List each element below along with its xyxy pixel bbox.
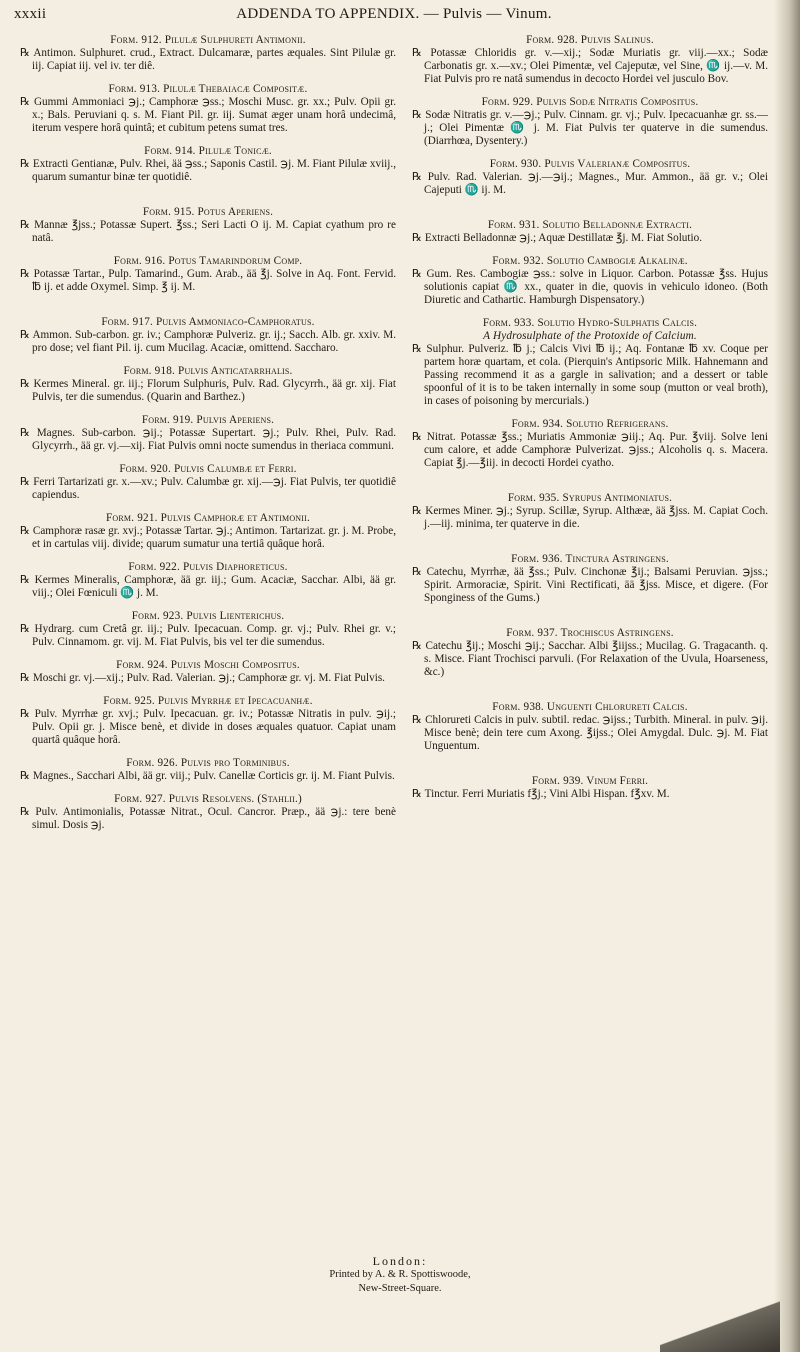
formula-entry — [412, 775, 768, 801]
formula-entry — [20, 610, 396, 649]
formula-text: ℞ Magnes. Sub-carbon. ℈ij.; Potassæ Supertart. ℈j.; Pulv. Rhei, Pulv. Rad. Glycyrrh., ää gr. vj.—xij. Fiat Pulvis omni nocte sumendus in theriaca communi. — [20, 427, 396, 452]
formula-text: ℞ Ferri Tartarizati gr. x.—xv.; Pulv. Calumbæ gr. xij.—℈j. Fiat Pulvis, ter quotidiê capiendus. — [20, 476, 396, 501]
formula-title: Form. 918. Pulvis Anticatarrhalis. — [123, 365, 293, 377]
running-title: ADDENDA TO APPENDIX. — Pulvis — Vinum. — [236, 6, 552, 22]
formula-text: ℞ Gum. Res. Cambogiæ ℈ss.: solve in Liquor. Carbon. Potassæ ℥ss. Hujus solutionis capiat ♏ xx., quater in die, quovis in vehiculo idoneo. (Both Diuretic and Cathartic. Hamburgh Dispensatory.) — [412, 268, 768, 306]
formula-text: ℞ Sulphur. Pulveriz. ℔ j.; Calcis Vivi ℔ ij.; Aq. Fontanæ ℔ xv. Coque per partem horæ quartam, et cola. (Pierquin's Antipsoric Milk. Hahnemann and Passing recommend it as a gargle in salivation; and a dessert or table spoonful of it is to be taken internally in some soup (mutton or veal broth), in cases of poisoning by mercurials.) — [412, 343, 768, 407]
formula-title: Form. 921. Pulvis Camphoræ et Antimonii. — [105, 512, 310, 524]
formula-title: Form. 919. Pulvis Aperiens. — [141, 414, 275, 426]
formula-text: ℞ Kermes Mineralis, Camphoræ, ää gr. iij.; Gum. Acaciæ, Sacchar. Albi, ää gr. viij.; Olei Fœniculi ♏ j. M. — [20, 574, 396, 599]
formula-text: ℞ Potassæ Chloridis gr. v.—xij.; Sodæ Muriatis gr. viij.—xx.; Sodæ Carbonatis gr. x.—xv.; Olei Pimentæ, vel Cajeputæ, vel Sine, ♏ ij.—v. M. Fiat Pulvis pro re natâ sumendus in decocto Hordei vel jusculo Bov. — [412, 47, 768, 85]
formula-entry — [412, 158, 768, 197]
formula-title: Form. 933. Solutio Hydro-Sulphatis Calcis. — [482, 317, 698, 329]
formula-entry — [20, 512, 396, 551]
imprint-city: London: — [372, 1254, 428, 1268]
formula-entry — [412, 317, 768, 408]
formula-title: Form. 920. Pulvis Calumbæ et Ferri. — [119, 463, 297, 475]
formula-title: Form. 927. Pulvis Resolvens. (Stahlii.) — [114, 793, 302, 805]
formula-title: Form. 912. Pilulæ Sulphureti Antimonii. — [110, 34, 306, 46]
formula-entry — [20, 793, 396, 832]
formula-entry — [412, 701, 768, 753]
formula-text: ℞ Kermes Mineral. gr. iij.; Florum Sulphuris, Pulv. Rad. Glycyrrh., ää gr. xij. Fiat Pulvis, ter die sumendus. (Quarin and Barthez.) — [20, 378, 396, 403]
formula-title: Form. 935. Syrupus Antimoniatus. — [507, 492, 673, 504]
formula-title: Form. 931. Solutio Belladonnæ Extracti. — [487, 219, 693, 231]
formula-text: ℞ Gummi Ammoniaci ℈j.; Camphoræ ℈ss.; Moschi Musc. gr. xx.; Pulv. Opii gr. x.; Bals. Peruviani q. s. M. Fiant Pil. gr. iij. Sumat æger unam horâ undecimâ, iterum vespere horâ quintâ; et cubitum petens sumat tres. — [20, 96, 396, 134]
formula-title: Form. 936. Tinctura Astringens. — [511, 553, 669, 565]
formula-entry — [412, 34, 768, 86]
formula-text: ℞ Ammon. Sub-carbon. gr. iv.; Camphoræ Pulveriz. gr. ij.; Sacch. Alb. gr. xxiv. M. pro dose; vel fiant Pil. ij. cum Mucilag. Acaciæ, omittend. Saccharo. — [20, 329, 396, 354]
formula-text: ℞ Catechu ℥ij.; Moschi ℈ij.; Sacchar. Albi ℥iijss.; Mucilag. G. Tragacanth. q. s. Misce. Fiant Trochisci parvuli. (For Relaxation of the Uvula, Hoarseness, &c.) — [412, 640, 768, 678]
formula-text: ℞ Pulv. Myrrhæ gr. xvj.; Pulv. Ipecacuan. gr. iv.; Potassæ Nitratis in pulv. ℈ij.; Pulv. Opii gr. j. Misce benè, et divide in doses æquales quatuor. Capiat unam quartâ quâque horâ. — [20, 708, 396, 746]
formula-entry — [20, 206, 396, 245]
formula-entry — [20, 561, 396, 600]
formula-text: ℞ Catechu, Myrrhæ, ää ℥ss.; Pulv. Cinchonæ ℥ij.; Balsami Peruvian. ℈jss.; Spirit. Armoraciæ, Spirit. Vini Rectificati, ää ℥jss. Misce, et digere. (For Sponginess of the Gums.) — [412, 566, 768, 604]
formula-title: Form. 938. Unguenti Chlorureti Calcis. — [492, 701, 688, 713]
formula-entry — [412, 219, 768, 245]
formula-text: ℞ Tinctur. Ferri Muriatis f℥j.; Vini Albi Hispan. f℥xv. M. — [412, 788, 670, 800]
formula-title: Form. 923. Pulvis Lienterichus. — [131, 610, 285, 622]
page-shadow — [660, 1282, 780, 1352]
left-column — [20, 34, 396, 842]
formula-entry — [20, 34, 396, 73]
formula-title: Form. 937. Trochiscus Astringens. — [506, 627, 674, 639]
formula-title: Form. 913. Pilulæ Thebaiacæ Compositæ. — [108, 83, 308, 95]
page-edge — [774, 0, 800, 1352]
page-number: xxxii — [14, 6, 47, 22]
imprint-printer: Printed by A. & R. Spottiswoode, — [329, 1269, 471, 1280]
formula-title: Form. 928. Pulvis Salinus. — [526, 34, 654, 46]
formula-entry — [412, 255, 768, 307]
formula-title: Form. 930. Pulvis Valerianæ Compositus. — [489, 158, 691, 170]
formula-entry — [20, 659, 396, 685]
formula-entry — [20, 365, 396, 404]
formula-text: ℞ Nitrat. Potassæ ℥ss.; Muriatis Ammoniæ ℈iij.; Aq. Pur. ℥viij. Solve leni cum calore, et adde Camphoræ Pulverizat. ℈jss.; Alcoholis q. s. Macera. Capiat ℥j.—℥iij. in decocti Hordei cyatho. — [412, 431, 768, 469]
formula-entry — [20, 255, 396, 294]
formula-entry — [20, 145, 396, 184]
right-column — [412, 34, 768, 811]
formula-title: Form. 929. Pulvis Sodæ Nitratis Compositus. — [481, 96, 699, 108]
formula-entry — [20, 695, 396, 747]
formula-entry — [20, 463, 396, 502]
formula-title: Form. 914. Pilulæ Tonicæ. — [144, 145, 272, 157]
formula-title: Form. 939. Vinum Ferri. — [531, 775, 649, 787]
running-header — [14, 6, 774, 30]
formula-title: Form. 924. Pulvis Moschi Compositus. — [116, 659, 300, 671]
formula-entry — [412, 553, 768, 605]
formula-text: ℞ Potassæ Tartar., Pulp. Tamarind., Gum. Arab., ää ℥j. Solve in Aq. Font. Fervid. ℔ ij. et adde Oxymel. Simp. ℥ ij. M. — [20, 268, 396, 293]
formula-entry — [20, 414, 396, 453]
formula-entry — [412, 492, 768, 531]
formula-entry — [20, 757, 396, 783]
formula-title: Form. 915. Potus Aperiens. — [142, 206, 274, 218]
formula-title: Form. 922. Pulvis Diaphoreticus. — [128, 561, 288, 573]
formula-text: ℞ Pulv. Antimonialis, Potassæ Nitrat., Ocul. Cancror. Præp., ää ℈j.: tere benè simul. Dosis ℈j. — [20, 806, 396, 831]
imprint-address: New-Street-Square. — [358, 1283, 442, 1294]
formula-title: Form. 917. Pulvis Ammoniaco-Camphoratus. — [101, 316, 315, 328]
formula-text: ℞ Pulv. Rad. Valerian. ℈j.—℈ij.; Magnes., Mur. Ammon., ää gr. v.; Olei Cajeputi ♏ ij. M. — [412, 171, 768, 196]
formula-text: ℞ Mannæ ℥jss.; Potassæ Supert. ℥ss.; Seri Lacti O ij. M. Capiat cyathum pro re natâ. — [20, 219, 396, 244]
formula-text: ℞ Antimon. Sulphuret. crud., Extract. Dulcamaræ, partes æquales. Sint Pilulæ gr. iij. Capiat iij. vel iv. ter diê. — [20, 47, 396, 72]
formula-title: Form. 934. Solutio Refrigerans. — [511, 418, 669, 430]
formula-text: ℞ Moschi gr. vj.—xij.; Pulv. Rad. Valerian. ℈j.; Camphoræ gr. vj. M. Fiat Pulvis. — [20, 672, 385, 684]
formula-text: ℞ Chlorureti Calcis in pulv. subtil. redac. ℈ijss.; Turbith. Mineral. in pulv. ℈ij. Misce benè; dein tere cum Axong. ℥ijss.; Olei Amygdal. Dulc. ℈j. M. Fiat Unguentum. — [412, 714, 768, 752]
formula-text: ℞ Magnes., Sacchari Albi, ää gr. viij.; Pulv. Canellæ Corticis gr. ij. M. Fiant Pulvis. — [20, 770, 395, 782]
formula-title: Form. 932. Solutio Cambogiæ Alkalinæ. — [492, 255, 688, 267]
formula-entry — [412, 627, 768, 679]
formula-title: Form. 926. Pulvis pro Torminibus. — [126, 757, 290, 769]
formula-text: ℞ Hydrarg. cum Cretâ gr. iij.; Pulv. Ipecacuan. Comp. gr. vj.; Pulv. Rhei gr. v.; Pulv. Cinnamom. gr. vij. M. Fiat Pulvis, bis vel ter die sumendus. — [20, 623, 396, 648]
formula-entry — [412, 96, 768, 148]
formula-entry — [412, 418, 768, 470]
formula-text: ℞ Extracti Belladonnæ ℈j.; Aquæ Destillatæ ℥j. M. Fiat Solutio. — [412, 232, 703, 244]
formula-title: Form. 916. Potus Tamarindorum Comp. — [113, 255, 303, 267]
formula-text: ℞ Kermes Miner. ℈j.; Syrup. Scillæ, Syrup. Althææ, ää ℥jss. M. Capiat Coch. j.—iij. minima, ter quaterve in die. — [412, 505, 768, 530]
formula-title: Form. 925. Pulvis Myrrhæ et Ipecacuanhæ. — [103, 695, 313, 707]
formula-entry — [20, 316, 396, 355]
formula-subtitle: A Hydrosulphate of the Protoxide of Calcium. — [483, 330, 697, 342]
formula-entry — [20, 83, 396, 135]
formula-text: ℞ Sodæ Nitratis gr. v.—℈j.; Pulv. Cinnam. gr. vj.; Pulv. Ipecacuanhæ gr. ss.—j.; Olei Pimentæ ♏ j. M. Fiat Pulvis ter quaterve in die sumendus. (Diarrhœa, Dysentery.) — [412, 109, 768, 147]
formula-text: ℞ Camphoræ rasæ gr. xvj.; Potassæ Tartar. ℈j.; Antimon. Tartarizat. gr. j. M. Probe, et in cartulas viij. divide; quarum sumatur una tertiâ quâque horâ. — [20, 525, 396, 550]
formula-text: ℞ Extracti Gentianæ, Pulv. Rhei, ää ℈ss.; Saponis Castil. ℈j. M. Fiant Pilulæ xviij., quarum sumantur binæ ter quotidiê. — [20, 158, 396, 183]
